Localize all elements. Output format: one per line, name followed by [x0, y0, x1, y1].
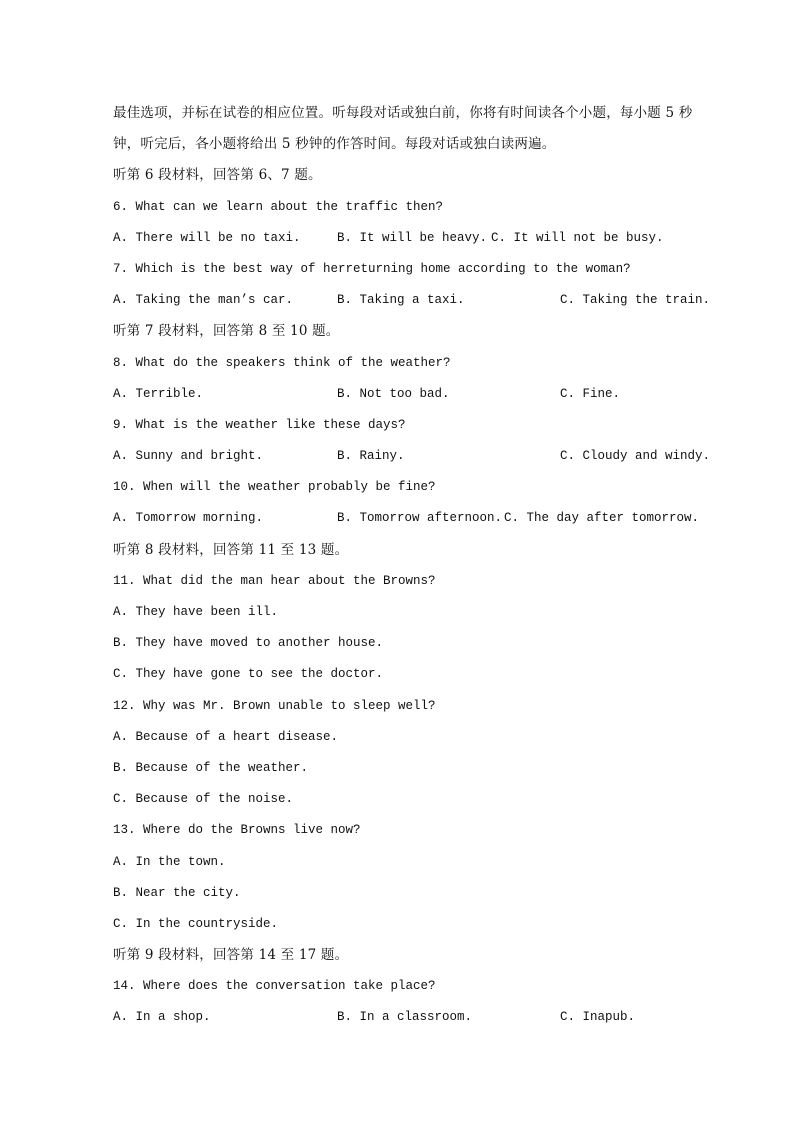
option-13-b: B. Near the city. — [113, 885, 241, 900]
instructions-line-2: 钟，听完后，各小题将给出 5 秒钟的作答时间。每段对话或独白读两遍。 — [113, 136, 556, 153]
question-13-stem: 13. Where do the Browns live now? — [113, 823, 361, 838]
option-8-c: C. Fine. — [560, 386, 621, 401]
option-9-a: A. Sunny and bright. — [113, 449, 264, 464]
option-12-a: A. Because of a heart disease. — [113, 729, 339, 744]
option-9-b: B. Rainy. — [337, 449, 405, 464]
exam-page — [113, 100, 713, 1036]
option-11-c: C. They have gone to see the doctor. — [113, 667, 384, 682]
question-7-stem: 7. Which is the best way of herreturning home according to the woman? — [113, 261, 631, 276]
question-6-stem: 6. What can we learn about the traffic then? — [113, 199, 444, 214]
option-6-b: B. It will be heavy. — [337, 230, 488, 245]
option-14-c: C. Inapub. — [560, 1010, 636, 1025]
option-6-a: A. There will be no taxi. — [113, 230, 301, 245]
option-7-b: B. Taking a taxi. — [337, 293, 465, 308]
question-10-stem: 10. When will the weather probably be fine? — [113, 480, 436, 495]
option-10-a: A. Tomorrow morning. — [113, 511, 264, 526]
question-14-stem: 14. Where does the conversation take place? — [113, 979, 436, 994]
option-10-b: B. Tomorrow afternoon. — [337, 511, 503, 526]
option-12-b: B. Because of the weather. — [113, 760, 309, 775]
option-8-a: A. Terrible. — [113, 386, 204, 401]
question-12-stem: 12. Why was Mr. Brown unable to sleep well? — [113, 698, 436, 713]
option-10-c: C. The day after tomorrow. — [504, 511, 700, 526]
section-header-9: 听第 9 段材料，回答第 14 至 17 题。 — [113, 947, 349, 964]
option-7-c: C. Taking the train. — [560, 293, 711, 308]
option-14-b: B. In a classroom. — [337, 1010, 473, 1025]
option-7-a: A. Taking the man’s car. — [113, 293, 294, 308]
question-6-options — [113, 225, 713, 256]
option-13-c: C. In the countryside. — [113, 916, 279, 931]
section-header-7: 听第 7 段材料，回答第 8 至 10 题。 — [113, 323, 340, 340]
question-11-stem: 11. What did the man hear about the Browns? — [113, 573, 436, 588]
option-11-a: A. They have been ill. — [113, 605, 279, 619]
question-9-options — [113, 443, 713, 474]
question-8-options — [113, 381, 713, 412]
question-8-stem: 8. What do the speakers think of the weather? — [113, 355, 451, 370]
option-11-b: B. They have moved to another house. — [113, 636, 384, 651]
question-9-stem: 9. What is the weather like these days? — [113, 417, 406, 432]
option-12-c: C. Because of the noise. — [113, 792, 294, 807]
question-7-options — [113, 287, 713, 318]
option-14-a: A. In a shop. — [113, 1010, 211, 1025]
option-8-b: B. Not too bad. — [337, 386, 450, 401]
section-header-8: 听第 8 段材料，回答第 11 至 13 题。 — [113, 541, 349, 558]
option-13-a: A. In the town. — [113, 854, 226, 869]
question-10-options — [113, 505, 713, 536]
section-header-6: 听第 6 段材料，回答第 6、7 题。 — [113, 167, 322, 184]
option-6-c: C. It will not be busy. — [491, 230, 664, 245]
instructions-line-1: 最佳选项，并标在试卷的相应位置。听每段对话或独白前，你将有时间读各个小题，每小题 5 秒 — [113, 105, 693, 121]
question-14-options — [113, 1004, 713, 1035]
option-9-c: C. Cloudy and windy. — [560, 449, 711, 464]
